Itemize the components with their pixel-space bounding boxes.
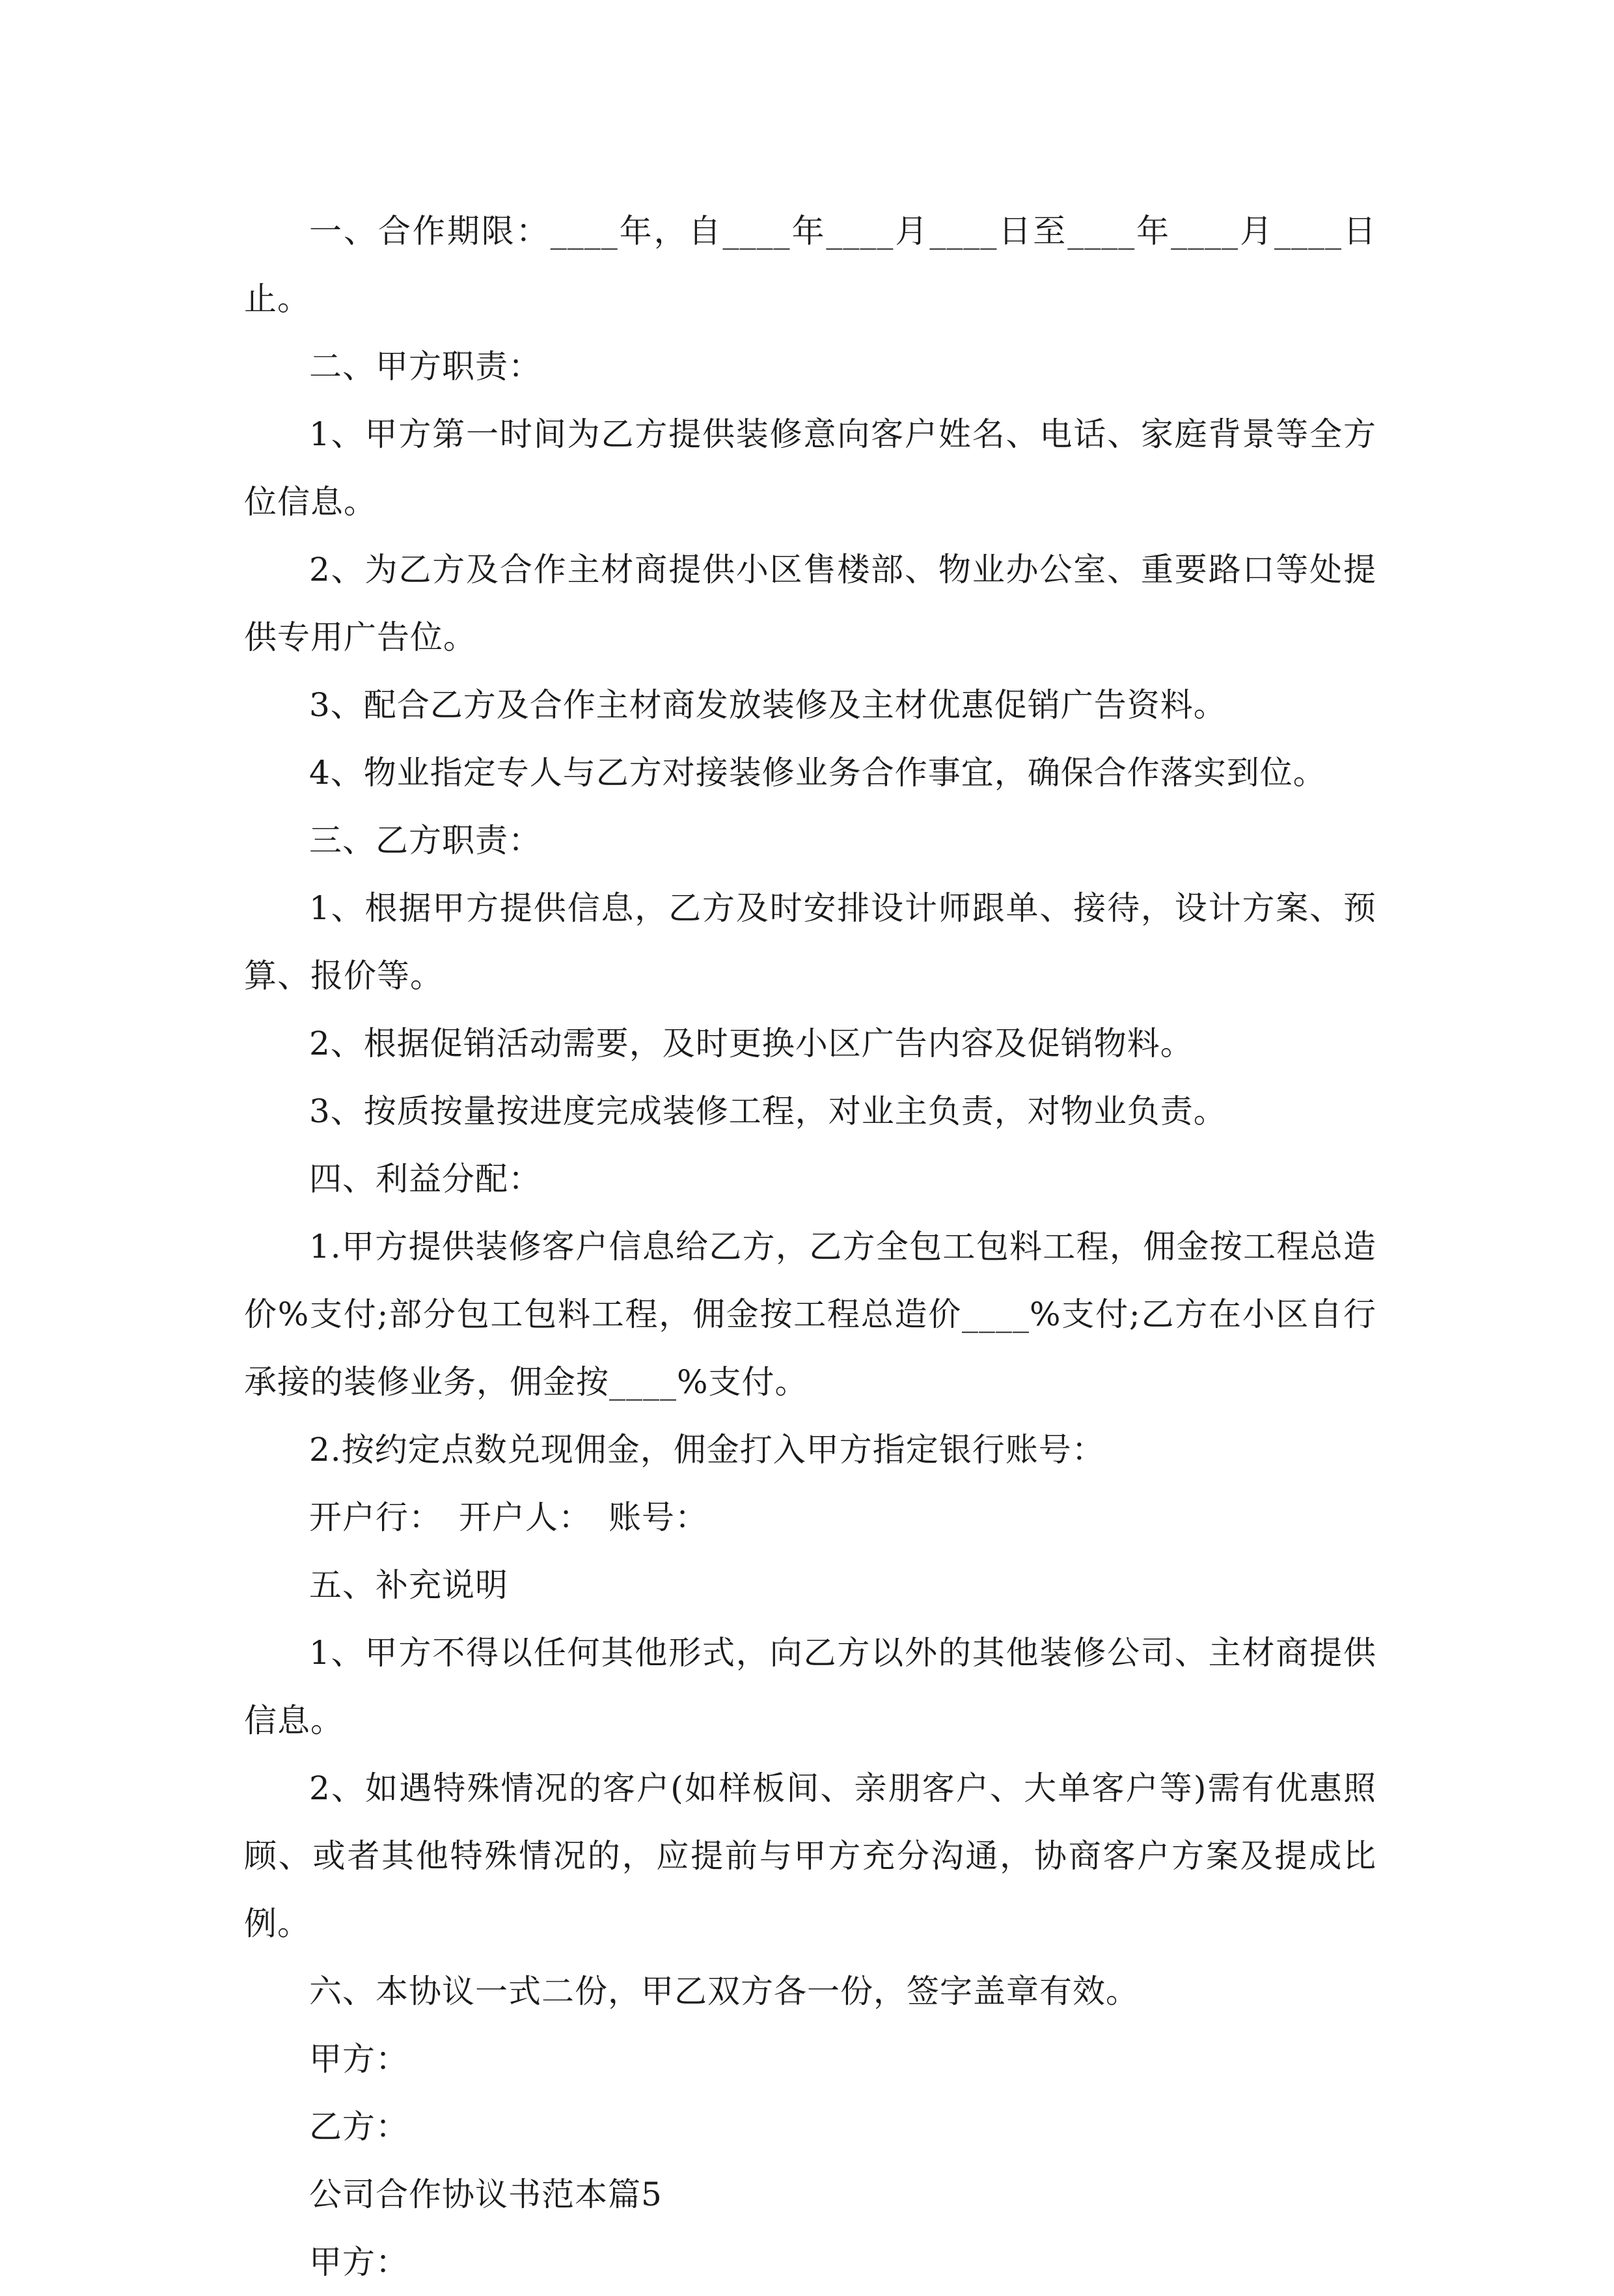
profit-sharing-1: 1.甲方提供装修客户信息给乙方，乙方全包工包料工程，佣金按工程总造价%支付;部分包工包料工程，佣金按工程总造价____%支付;乙方在小区自行承接的装修业务，佣金按____%支付。 [244, 1228, 1376, 1401]
signature-party-a: 甲方： [309, 2040, 409, 2078]
clause-term: 一、合作期限：____年，自____年____月____日至____年____月____日止。 [244, 212, 1376, 318]
party-a-duty-2: 2、为乙方及合作主材商提供小区售楼部、物业办公室、重要路口等处提供专用广告位。 [244, 551, 1376, 656]
section-heading-profit-sharing: 四、利益分配： [309, 1160, 541, 1198]
profit-sharing-2: 2.按约定点数兑现佣金，佣金打入甲方指定银行账号： [309, 1431, 1105, 1469]
supplement-2: 2、如遇特殊情况的客户(如样板间、亲朋客户、大单客户等)需有优惠照顾、或者其他特殊情况的，应提前与甲方充分沟通，协商客户方案及提成比例。 [244, 1769, 1376, 1943]
next-agreement-title: 公司合作协议书范本篇5 [309, 2176, 663, 2213]
document-body [244, 197, 1376, 2296]
party-b-duty-3: 3、按质按量按进度完成装修工程，对业主负责，对物业负责。 [309, 1092, 1227, 1130]
supplement-1: 1、甲方不得以任何其他形式，向乙方以外的其他装修公司、主材商提供信息。 [244, 1634, 1376, 1739]
signature-party-b: 乙方： [309, 2108, 409, 2146]
bank-account-line: 开户行： 开户人： 账号： [309, 1499, 708, 1536]
next-agreement-party-a: 甲方： [309, 2243, 409, 2281]
clause-copies: 六、本协议一式二份，甲乙双方各一份，签字盖章有效。 [309, 1972, 1139, 2010]
section-heading-party-b-duties: 三、乙方职责： [309, 822, 541, 859]
party-b-duty-2: 2、根据促销活动需要，及时更换小区广告内容及促销物料。 [309, 1025, 1194, 1062]
party-a-duty-4: 4、物业指定专人与乙方对接装修业务合作事宜，确保合作落实到位。 [309, 754, 1326, 792]
party-a-duty-1: 1、甲方第一时间为乙方提供装修意向客户姓名、电话、家庭背景等全方位信息。 [244, 415, 1376, 521]
section-heading-party-a-duties: 二、甲方职责： [309, 348, 541, 385]
party-a-duty-3: 3、配合乙方及合作主材商发放装修及主材优惠促销广告资料。 [309, 686, 1227, 724]
section-heading-supplement: 五、补充说明 [309, 1566, 508, 1604]
party-b-duty-1: 1、根据甲方提供信息，乙方及时安排设计师跟单、接待，设计方案、预算、报价等。 [244, 889, 1376, 995]
